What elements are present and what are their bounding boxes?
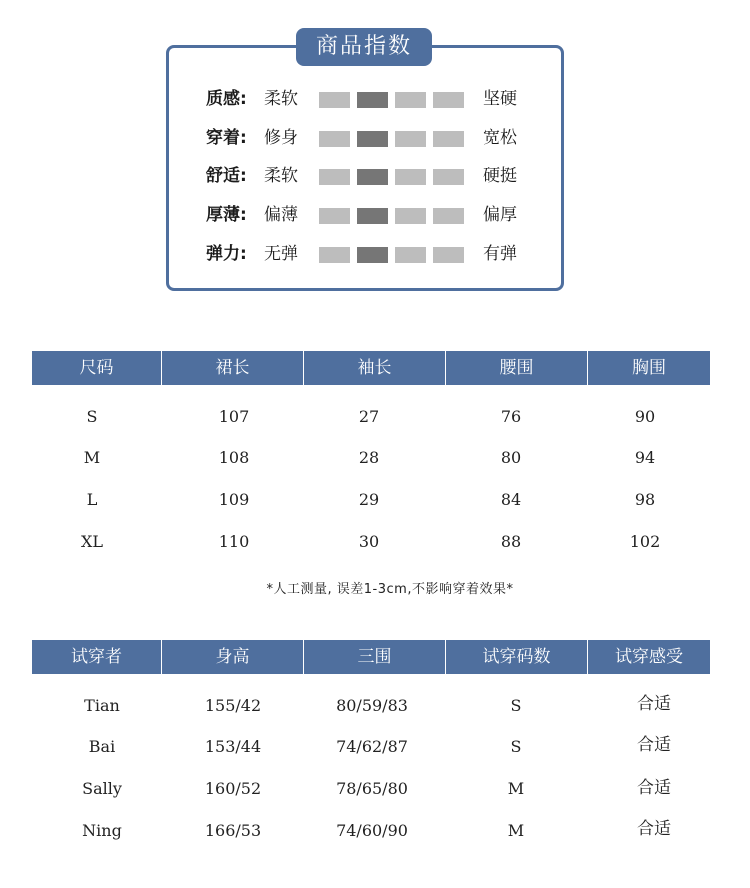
index-row-left-label: 柔软 — [264, 89, 298, 109]
size-header-length: 裙长 — [215, 358, 250, 378]
tryon-cell: 74/62/87 — [336, 737, 408, 756]
size-cell: 107 — [218, 407, 250, 426]
index-row-right-label: 有弹 — [483, 244, 517, 264]
index-row-label: 舒适: — [206, 166, 247, 186]
index-bar-1 — [319, 92, 350, 108]
size-cell: 98 — [634, 490, 656, 509]
tryon-cell: 78/65/80 — [336, 779, 408, 798]
measurement-note: *人工测量, 误差1-3cm,不影响穿着效果* — [266, 582, 514, 597]
index-row-right-label: 宽松 — [483, 128, 517, 148]
index-bar-4 — [433, 247, 464, 263]
size-cell: XL — [80, 532, 103, 551]
tryon-cell: 74/60/90 — [336, 821, 408, 840]
tryon-cell: 166/53 — [204, 821, 262, 840]
index-bar-1 — [319, 247, 350, 263]
tryon-cell: 合适 — [637, 778, 671, 798]
tryon-header-person: 试穿者 — [71, 647, 122, 667]
size-cell: 109 — [218, 490, 250, 509]
size-cell: S — [86, 407, 98, 426]
tryon-cell: M — [507, 779, 525, 798]
index-row-right-label: 偏厚 — [483, 205, 517, 225]
tryon-cell: 153/44 — [204, 737, 262, 756]
index-row-elasticity — [206, 242, 546, 266]
size-cell: 28 — [358, 448, 380, 467]
size-cell: 108 — [218, 448, 250, 467]
index-row-right-label: 坚硬 — [483, 89, 517, 109]
tryon-cell: 合适 — [637, 694, 671, 714]
index-bar-4 — [433, 169, 464, 185]
size-table-header — [32, 351, 710, 385]
tryon-cell: 合适 — [637, 819, 671, 839]
size-cell: M — [83, 448, 101, 467]
tryon-cell: M — [507, 821, 525, 840]
index-row-left-label: 无弹 — [264, 244, 298, 264]
index-row-fit — [206, 126, 546, 150]
size-header-bust: 胸围 — [632, 358, 666, 378]
size-cell: 90 — [634, 407, 656, 426]
size-cell: 102 — [629, 532, 661, 551]
index-bar-3 — [395, 92, 426, 108]
size-header-waist: 腰围 — [499, 358, 534, 378]
index-row-right-label: 硬挺 — [483, 166, 517, 186]
tryon-cell: 80/59/83 — [336, 696, 408, 715]
size-cell: 76 — [500, 407, 522, 426]
size-cell: L — [86, 490, 98, 509]
size-cell: 94 — [634, 448, 656, 467]
tryon-header-height: 身高 — [215, 647, 250, 667]
index-row-thickness — [206, 203, 546, 227]
product-index-title: 商品指数 — [296, 28, 432, 66]
index-bar-1 — [319, 208, 350, 224]
index-row-label: 质感: — [206, 89, 247, 109]
tryon-header-feeling: 试穿感受 — [615, 647, 683, 667]
index-bar-3 — [395, 131, 426, 147]
index-bar-1 — [319, 131, 350, 147]
size-cell: 110 — [218, 532, 250, 551]
size-header-sleeve: 袖长 — [357, 358, 392, 378]
index-bar-2 — [357, 131, 388, 147]
size-cell: 30 — [358, 532, 380, 551]
size-cell: 80 — [500, 448, 522, 467]
tryon-header-measurements: 三围 — [357, 647, 392, 667]
tryon-table-header — [32, 640, 710, 674]
index-bar-1 — [319, 169, 350, 185]
tryon-cell: Tian — [84, 696, 120, 715]
index-row-label: 厚薄: — [206, 205, 247, 225]
tryon-cell: Ning — [82, 821, 122, 840]
index-row-left-label: 偏薄 — [264, 205, 298, 225]
size-cell: 29 — [358, 490, 380, 509]
index-row-comfort — [206, 164, 546, 188]
index-row-label: 弹力: — [206, 244, 247, 264]
tryon-cell: 160/52 — [204, 779, 262, 798]
index-row-left-label: 柔软 — [264, 166, 298, 186]
index-bar-3 — [395, 169, 426, 185]
index-row-label: 穿着: — [206, 128, 247, 148]
index-bar-2 — [357, 208, 388, 224]
size-cell: 27 — [358, 407, 380, 426]
tryon-cell: S — [510, 737, 522, 756]
tryon-cell: 合适 — [637, 735, 671, 755]
index-row-left-label: 修身 — [264, 128, 298, 148]
index-bar-4 — [433, 131, 464, 147]
tryon-cell: S — [510, 696, 522, 715]
tryon-cell: Bai — [88, 737, 116, 756]
size-header-size: 尺码 — [79, 358, 114, 378]
tryon-cell: 155/42 — [204, 696, 262, 715]
index-row-texture — [206, 87, 546, 111]
index-bar-4 — [433, 208, 464, 224]
size-cell: 84 — [500, 490, 522, 509]
index-bar-3 — [395, 208, 426, 224]
index-bar-3 — [395, 247, 426, 263]
tryon-cell: Sally — [82, 779, 122, 798]
index-bar-2 — [357, 92, 388, 108]
index-bar-4 — [433, 92, 464, 108]
tryon-header-size: 试穿码数 — [482, 647, 551, 667]
index-bar-2 — [357, 169, 388, 185]
index-bar-2 — [357, 247, 388, 263]
size-cell: 88 — [500, 532, 522, 551]
